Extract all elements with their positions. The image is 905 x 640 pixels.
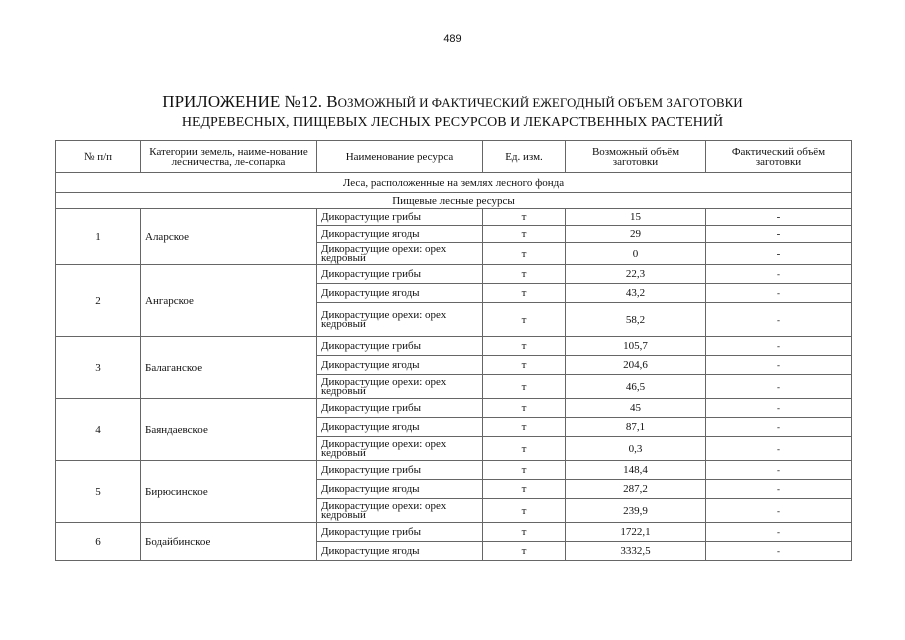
- resource-name: Дикорастущие ягоды: [317, 418, 483, 437]
- forestry-name: Бирюсинское: [141, 461, 317, 523]
- unit-cell: т: [483, 265, 566, 284]
- possible-volume: 29: [566, 226, 706, 243]
- unit-cell: т: [483, 399, 566, 418]
- row-number: 2: [56, 265, 141, 337]
- table-row: [56, 399, 852, 418]
- unit-cell: т: [483, 437, 566, 461]
- resource-name: Дикорастущие грибы: [317, 523, 483, 542]
- row-number: 3: [56, 337, 141, 399]
- possible-volume: 43,2: [566, 284, 706, 303]
- actual-volume: -: [706, 461, 852, 480]
- header-actual: Фактический объём заготовки: [706, 141, 852, 173]
- unit-cell: т: [483, 480, 566, 499]
- resource-name: Дикорастущие орехи: орех кедровый: [317, 499, 483, 523]
- forestry-name: Бодайбинское: [141, 523, 317, 561]
- row-number: 4: [56, 399, 141, 461]
- actual-volume: -: [706, 356, 852, 375]
- possible-volume: 105,7: [566, 337, 706, 356]
- resource-name: Дикорастущие грибы: [317, 265, 483, 284]
- actual-volume: -: [706, 523, 852, 542]
- title-cap: В: [326, 92, 338, 111]
- unit-cell: т: [483, 523, 566, 542]
- header-unit: Ед. изм.: [483, 141, 566, 173]
- section-row: [56, 193, 852, 209]
- possible-volume: 239,9: [566, 499, 706, 523]
- possible-volume: 0: [566, 243, 706, 265]
- unit-cell: т: [483, 499, 566, 523]
- forestry-name: Баяндаевское: [141, 399, 317, 461]
- table-row: [56, 209, 852, 226]
- unit-cell: т: [483, 375, 566, 399]
- resources-table: [55, 140, 852, 561]
- table-row: [56, 265, 852, 284]
- page-title: [0, 92, 905, 133]
- section-food-resources: Пищевые лесные ресурсы: [56, 193, 852, 209]
- possible-volume: 45: [566, 399, 706, 418]
- actual-volume: -: [706, 337, 852, 356]
- actual-volume: -: [706, 542, 852, 561]
- resource-name: Дикорастущие орехи: орех кедровый: [317, 375, 483, 399]
- actual-volume: -: [706, 418, 852, 437]
- title-prefix: ПРИЛОЖЕНИЕ №12.: [162, 92, 327, 111]
- header-num: № п/п: [56, 141, 141, 173]
- resource-name: Дикорастущие ягоды: [317, 356, 483, 375]
- actual-volume: -: [706, 375, 852, 399]
- actual-volume: -: [706, 437, 852, 461]
- resource-name: Дикорастущие грибы: [317, 209, 483, 226]
- actual-volume: -: [706, 265, 852, 284]
- unit-cell: т: [483, 303, 566, 337]
- possible-volume: 22,3: [566, 265, 706, 284]
- possible-volume: 15: [566, 209, 706, 226]
- unit-cell: т: [483, 284, 566, 303]
- possible-volume: 287,2: [566, 480, 706, 499]
- possible-volume: 58,2: [566, 303, 706, 337]
- unit-cell: т: [483, 226, 566, 243]
- possible-volume: 148,4: [566, 461, 706, 480]
- table-row: [56, 461, 852, 480]
- resource-name: Дикорастущие орехи: орех кедровый: [317, 303, 483, 337]
- table-header-row: [56, 141, 852, 173]
- actual-volume: -: [706, 226, 852, 243]
- resource-name: Дикорастущие грибы: [317, 399, 483, 418]
- actual-volume: -: [706, 303, 852, 337]
- actual-volume: -: [706, 499, 852, 523]
- possible-volume: 46,5: [566, 375, 706, 399]
- possible-volume: 1722,1: [566, 523, 706, 542]
- header-category: Категории земель, наиме-нование лесничества, ле-сопарка: [141, 141, 317, 173]
- resource-name: Дикорастущие грибы: [317, 461, 483, 480]
- row-number: 5: [56, 461, 141, 523]
- table-row: [56, 523, 852, 542]
- resource-name: Дикорастущие орехи: орех кедровый: [317, 437, 483, 461]
- title-line-1: [0, 92, 905, 113]
- forestry-name: Балаганское: [141, 337, 317, 399]
- actual-volume: -: [706, 284, 852, 303]
- header-resource: Наименование ресурса: [317, 141, 483, 173]
- actual-volume: -: [706, 399, 852, 418]
- resource-name: Дикорастущие ягоды: [317, 480, 483, 499]
- resource-name: Дикорастущие ягоды: [317, 542, 483, 561]
- resource-name: Дикорастущие орехи: орех кедровый: [317, 243, 483, 265]
- table-row: [56, 337, 852, 356]
- actual-volume: -: [706, 209, 852, 226]
- unit-cell: т: [483, 356, 566, 375]
- possible-volume: 3332,5: [566, 542, 706, 561]
- unit-cell: т: [483, 337, 566, 356]
- resource-name: Дикорастущие грибы: [317, 337, 483, 356]
- actual-volume: -: [706, 243, 852, 265]
- unit-cell: т: [483, 418, 566, 437]
- title-rest: ОЗМОЖНЫЙ И ФАКТИЧЕСКИЙ ЕЖЕГОДНЫЙ ОБЪЕМ ЗАГОТОВКИ: [337, 95, 743, 110]
- resource-name: Дикорастущие ягоды: [317, 226, 483, 243]
- unit-cell: т: [483, 461, 566, 480]
- row-number: 1: [56, 209, 141, 265]
- page-number: 489: [443, 33, 462, 45]
- row-number: 6: [56, 523, 141, 561]
- section-forest-fund: Леса, расположенные на землях лесного фонда: [56, 173, 852, 193]
- unit-cell: т: [483, 542, 566, 561]
- possible-volume: 204,6: [566, 356, 706, 375]
- actual-volume: -: [706, 480, 852, 499]
- forestry-name: Ангарское: [141, 265, 317, 337]
- section-row: [56, 173, 852, 193]
- forestry-name: Аларское: [141, 209, 317, 265]
- possible-volume: 87,1: [566, 418, 706, 437]
- unit-cell: т: [483, 209, 566, 226]
- resource-name: Дикорастущие ягоды: [317, 284, 483, 303]
- unit-cell: т: [483, 243, 566, 265]
- possible-volume: 0,3: [566, 437, 706, 461]
- title-line-2: НЕДРЕВЕСНЫХ, ПИЩЕВЫХ ЛЕСНЫХ РЕСУРСОВ И ЛЕКАРСТВЕННЫХ РАСТЕНИЙ: [181, 115, 724, 130]
- header-possible: Возможный объём заготовки: [566, 141, 706, 173]
